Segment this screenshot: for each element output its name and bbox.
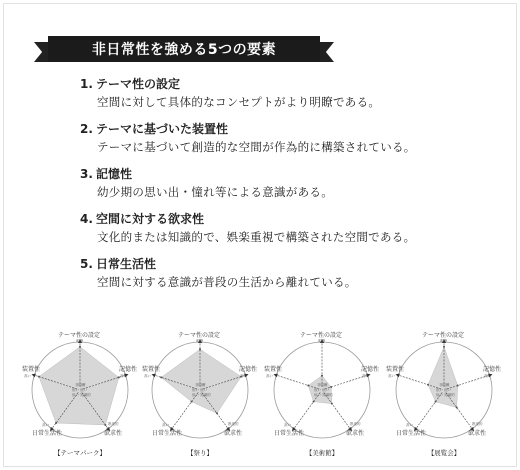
item-title: 3. 記憶性 xyxy=(80,167,133,181)
radar-data-point xyxy=(331,403,333,405)
axis-label-top: テーマ性の設定 xyxy=(300,332,343,339)
radar-axis-spoke xyxy=(415,392,442,429)
axis-label-top: テーマ性の設定 xyxy=(58,332,101,339)
radar-data-point xyxy=(435,401,437,403)
radar-data-point xyxy=(216,412,218,414)
axis-label-left: 装置性 xyxy=(264,366,283,373)
scale-label: 低い 低い xyxy=(436,388,452,392)
axis-label-left: 装置性 xyxy=(386,366,405,373)
scale-label: 非明瞭 xyxy=(439,383,450,387)
scale-label: 高い xyxy=(484,374,491,378)
scale-label: 非明瞭 xyxy=(75,383,86,387)
axis-label-right: 記憶性 xyxy=(483,366,502,373)
axis-label-top: テーマ性の設定 xyxy=(178,332,221,339)
radar-data-point xyxy=(160,376,162,378)
scale-label: 高い xyxy=(388,374,395,378)
item-description: テーマに基づいて創造的な空間が作為的に構築されている。 xyxy=(97,140,416,154)
radar-data-point xyxy=(321,375,323,377)
radar-data-point xyxy=(55,422,57,424)
radar-data-area xyxy=(161,349,241,413)
page-title: 非日常性を強める5つの要素 xyxy=(48,36,320,62)
scale-label: 明瞭 xyxy=(440,339,447,343)
radar-axis-spoke xyxy=(324,392,351,429)
axis-label-right: 記憶性 xyxy=(361,366,380,373)
scale-label: 低い 知識的 xyxy=(436,393,455,397)
scale-label: 高い xyxy=(362,374,369,378)
radar-data-point xyxy=(443,346,445,348)
radar-data-point xyxy=(307,385,309,387)
radar-data-point xyxy=(199,348,201,350)
chart-caption: 【祭り】 xyxy=(187,449,213,457)
scale-label: 非明瞭 xyxy=(317,383,328,387)
scale-label: 明瞭 xyxy=(76,339,83,343)
scale-label: 娯楽的 xyxy=(228,422,239,426)
scale-label: 明瞭 xyxy=(318,339,325,343)
item-title: 2. テーマに基づいた装置性 xyxy=(80,122,229,136)
axis-label-lower-left: 日常生活性 xyxy=(274,430,305,437)
radar-data-point xyxy=(457,385,459,387)
axis-label-lower-right: 欲求性 xyxy=(104,430,123,437)
axis-label-lower-right: 欲求性 xyxy=(346,430,365,437)
scale-label: 娯楽的 xyxy=(472,422,483,426)
radar-axis-spoke xyxy=(275,375,319,389)
scale-label: 高い xyxy=(144,374,151,378)
item-description: 幼少期の思い出・憧れ等による意識がある。 xyxy=(97,185,333,199)
axis-label-lower-right: 欲求性 xyxy=(224,430,243,437)
axis-label-lower-left: 日常生活性 xyxy=(32,430,63,437)
scale-label: 高い xyxy=(42,423,49,427)
radar-data-area xyxy=(428,347,458,408)
radar-axis-spoke xyxy=(293,392,320,429)
list-item xyxy=(80,121,500,155)
scale-label: 高い xyxy=(162,423,169,427)
scale-label: 低い 低い xyxy=(192,388,208,392)
scale-label: 低い 知識的 xyxy=(314,393,333,397)
axis-label-lower-left: 日常生活性 xyxy=(396,430,427,437)
scale-label: 低い 低い xyxy=(72,388,88,392)
radar-data-point xyxy=(104,424,106,426)
chart-caption: 【展覧会】 xyxy=(427,449,461,457)
list-item xyxy=(80,211,500,245)
radar-axis-spoke xyxy=(171,392,198,429)
axis-label-lower-right: 欲求性 xyxy=(468,430,487,437)
item-title: 1. テーマ性の設定 xyxy=(80,77,181,91)
list-item xyxy=(80,256,500,290)
list-item xyxy=(80,76,500,110)
radar-data-point xyxy=(427,384,429,386)
scale-label: 明瞭 xyxy=(196,339,203,343)
scale-label: 娯楽的 xyxy=(350,422,361,426)
radar-data-point xyxy=(330,386,332,388)
axis-label-top: テーマ性の設定 xyxy=(422,332,465,339)
item-title: 4. 空間に対する欲求性 xyxy=(80,212,205,226)
axis-label-right: 記憶性 xyxy=(119,366,138,373)
scale-label: 高い xyxy=(266,374,273,378)
list-item xyxy=(80,166,500,200)
radar-chart xyxy=(140,326,260,464)
radar-data-point xyxy=(38,376,40,378)
axis-label-lower-left: 日常生活性 xyxy=(152,430,183,437)
radar-data-point xyxy=(456,406,458,408)
item-title: 5. 日常生活性 xyxy=(80,257,157,271)
radar-axis-spoke xyxy=(446,392,473,429)
item-description: 文化的または知識的で、娯楽重視で構築された空間である。 xyxy=(97,230,416,244)
radar-data-point xyxy=(79,346,81,348)
axis-label-right: 記憶性 xyxy=(239,366,258,373)
radar-chart xyxy=(20,326,140,464)
chart-caption: 【美術館】 xyxy=(305,449,339,457)
scale-label: 非明瞭 xyxy=(195,383,206,387)
item-description: 空間に対する意識が普段の生活から離れている。 xyxy=(97,275,357,289)
scale-label: 高い xyxy=(120,374,127,378)
scale-label: 高い xyxy=(240,374,247,378)
element-list xyxy=(80,76,500,301)
scale-label: 低い 知識的 xyxy=(72,393,91,397)
scale-label: 低い 低い xyxy=(314,388,330,392)
item-description: 空間に対して具体的なコンセプトがより明瞭である。 xyxy=(97,95,381,109)
chart-caption: 【テーマパーク】 xyxy=(54,449,106,457)
axis-label-left: 装置性 xyxy=(142,366,161,373)
radar-chart xyxy=(384,326,504,464)
scale-label: 高い xyxy=(406,423,413,427)
scale-label: 高い xyxy=(24,374,31,378)
axis-label-left: 装置性 xyxy=(22,366,41,373)
radar-data-point xyxy=(191,401,193,403)
scale-label: 娯楽的 xyxy=(108,422,119,426)
scale-label: 高い xyxy=(284,423,291,427)
heading-banner xyxy=(40,36,328,62)
radar-chart xyxy=(262,326,382,464)
radar-data-point xyxy=(313,401,315,403)
scale-label: 低い 知識的 xyxy=(192,393,211,397)
